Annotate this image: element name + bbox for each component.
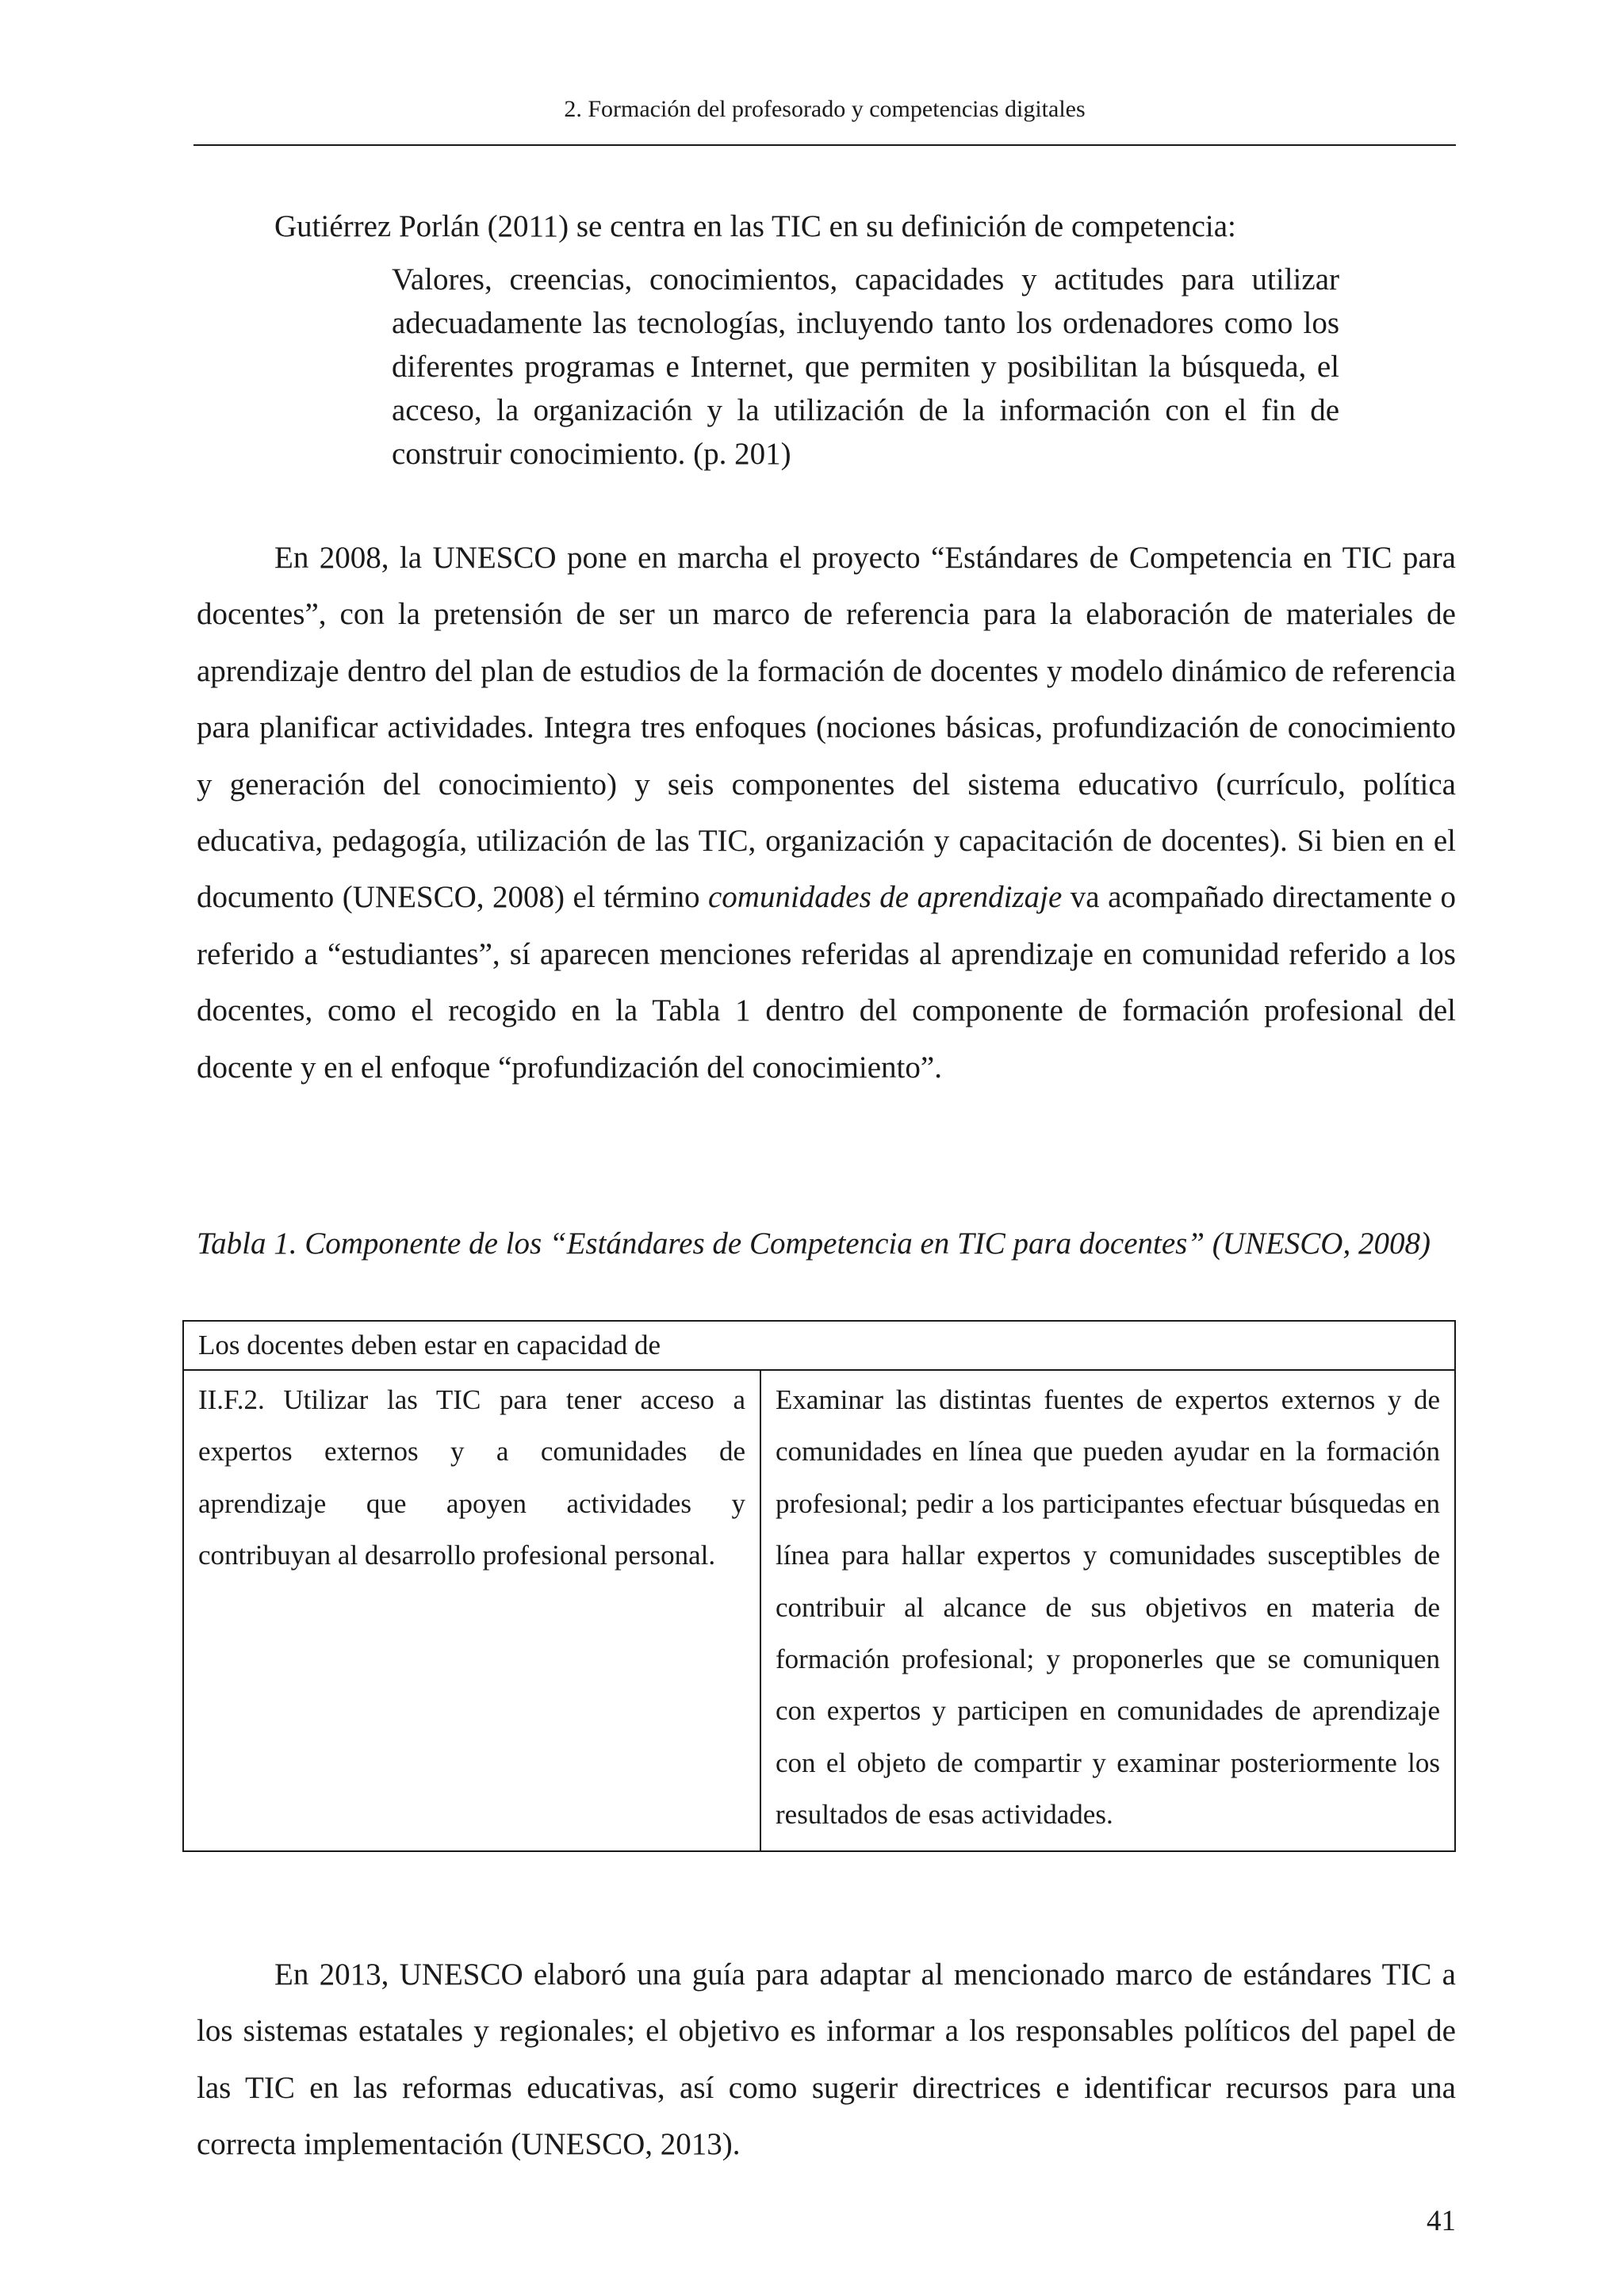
- emphasized-term: comunidades de aprendizaje: [707, 880, 1063, 915]
- intro-sentence: Gutiérrez Porlán (2011) se centra en las TIC en su definición de competencia:: [274, 209, 1236, 243]
- page-number: 41: [1427, 2205, 1456, 2237]
- table-cell-standard: II.F.2. Utilizar las TIC para tener acceso a expertos externos y a comunidades de aprendizaje que apoyen actividades y contribuyan al desarrollo profesional personal.: [183, 1370, 760, 1851]
- table-header-cell: Los docentes deben estar en capacidad de: [183, 1321, 1455, 1370]
- table-caption: Tabla 1. Componente de los “Estándares de Competencia en TIC para docentes” (UNESCO, 2008): [197, 1226, 1431, 1261]
- paragraph-text-start: En 2008, la UNESCO pone en marcha el proyecto “Estándares de Competencia en TIC para docentes”, con la pretensión de ser un marco de referencia para la elaboración de materiales de aprendizaje dentro del plan de estudios de la formación de docentes y modelo dinámico de referencia para planificar actividades. Integra tres enfoques (nociones básicas, profundización de conocimiento y generación del conocimiento) y seis componentes del sistema educativo (currículo, política educativa, pedagogía, utilización de las TIC, organización y capacitación de docentes). Si bien en el documento (UNESCO, 2008) el término: [197, 541, 1456, 915]
- paragraph-unesco-2013: En 2013, UNESCO elaboró una guía para adaptar al mencionado marco de estándares TIC a los sistemas estatales y regionales; el objetivo es informar a los responsables políticos del papel de las TIC en las reformas educativas, así como sugerir directrices e identificar recursos para una correcta implementación (UNESCO, 2013).: [197, 1957, 1456, 2162]
- block-quote: Valores, creencias, conocimientos, capacidades y actitudes para utilizar adecuadamente las tecnologías, incluyendo tanto los ordenadores como los diferentes programas e Internet, que permiten y posibilitan la búsqueda, el acceso, la organización y la utilización de la información con el fin de construir conocimiento. (p. 201): [392, 262, 1339, 471]
- paragraph-text-end: va acompañado directamente o referido a “estudiantes”, sí aparecen menciones referidas al aprendizaje en comunidad referido a los docentes, como el recogido en la Tabla 1 dentro del componente de formación profesional del docente y en el enfoque “profundización del conocimiento”.: [197, 880, 1457, 1085]
- header-rule: [193, 144, 1456, 146]
- running-header: 2. Formación del profesorado y competencias digitales: [564, 96, 1086, 122]
- table-row: [183, 1370, 1455, 1851]
- competency-table: [182, 1320, 1456, 1852]
- table-header-row: [183, 1321, 1455, 1370]
- table-cell-description: Examinar las distintas fuentes de expertos externos y de comunidades en línea que pueden ayudar en la formación profesional; pedir a los participantes efectuar búsquedas en línea para hallar expertos y comunidades susceptibles de contribuir al alcance de sus objetivos en materia de formación profesional; y proponerles que se comuniquen con expertos y participen en comunidades de aprendizaje con el objeto de compartir y examinar posteriormente los resultados de esas actividades.: [760, 1370, 1455, 1851]
- paragraph-unesco-2008: [197, 530, 1456, 1096]
